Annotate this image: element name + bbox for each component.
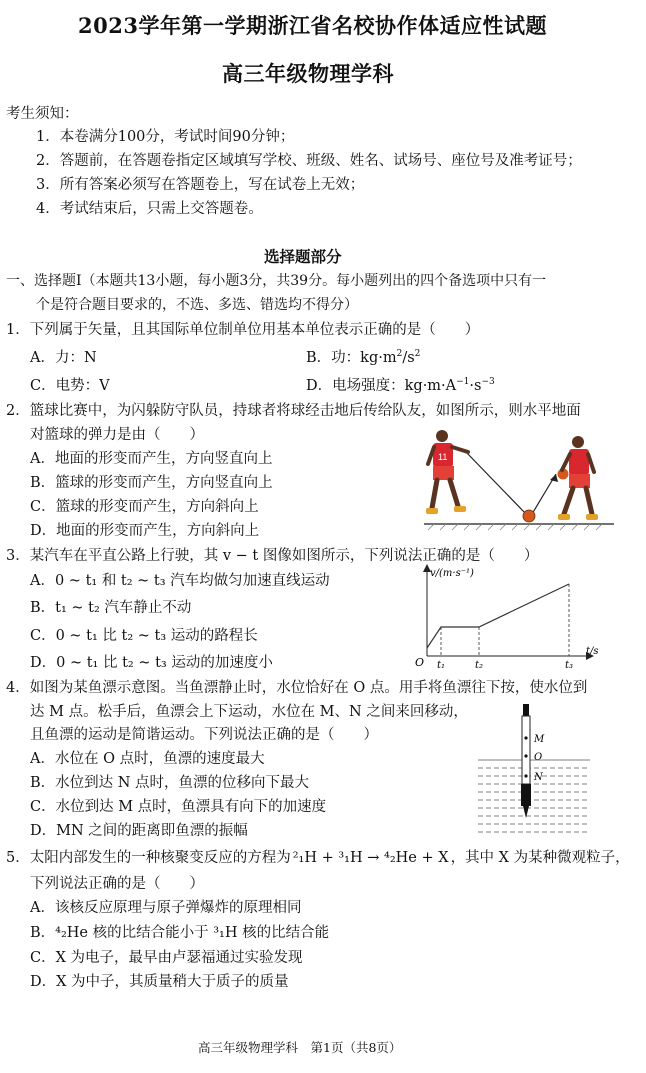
- player-right: [558, 436, 599, 520]
- question-4-stem: 4．如图为某鱼漂示意图。当鱼漂静止时，水位恰好在 O 点。用手将鱼漂往下按，使水位到: [6, 680, 588, 696]
- label-m: M: [534, 734, 545, 745]
- v-axis-label: v/(m·s⁻¹): [430, 568, 474, 579]
- q5-option-b: B．⁴₂He 核的比结合能小于 ³₁H 核的比结合能: [30, 925, 330, 941]
- q5-option-d: D．X 为中子，其质量稍大于质子的质量: [30, 974, 289, 990]
- q3-option-b: B．t₁ ~ t₂ 汽车静止不动: [30, 600, 192, 616]
- origin-label: O: [415, 656, 425, 669]
- q1-option-b: B．功：$kg\cdot m^2/s^2$: [306, 349, 421, 366]
- q1-option-d: D．电场强度：$kg\cdot m\cdot A^{-1}\cdot s^{-3}$: [306, 377, 495, 394]
- question-4-stem: 达 M 点。松手后，鱼漂会上下运动，水位在 M、N 之间来回移动，: [30, 704, 468, 720]
- q3-option-a: A．0 ~ t₁ 和 t₂ ~ t₃ 汽车均做匀加速直线运动: [30, 573, 330, 589]
- basketball-figure: [418, 422, 618, 534]
- float-stem: [522, 716, 530, 784]
- notice-heading: 考生须知：: [6, 106, 79, 122]
- float-body: [521, 784, 531, 806]
- q1-option-a: A．力：N: [30, 350, 97, 366]
- fusion-equation: ²₁H + ³₁H → ⁴₂He + X: [292, 850, 449, 866]
- q3-option-c: C．0 ~ t₁ 比 t₂ ~ t₃ 运动的路程长: [30, 628, 258, 644]
- notice-item: 1．本卷满分100分，考试时间90分钟；: [36, 129, 295, 145]
- q2-option-b: B．篮球的形变而产生，方向竖直向上: [30, 475, 273, 491]
- q2-option-a: A．地面的形变而产生，方向竖直向上: [30, 451, 273, 467]
- notice-item: 4．考试结束后，只需上交答题卷。: [36, 201, 263, 217]
- q4-option-c: C．水位到达 M 点时，鱼漂具有向下的加速度: [30, 799, 327, 815]
- page-title: 2023学年第一学期浙江省名校协作体适应性试题: [78, 13, 547, 38]
- question-5-stem: 下列说法正确的是（ ）: [30, 876, 204, 892]
- question-5-stem: 5．太阳内部发生的一种核聚变反应的方程为 ²₁H + ³₁H → ⁴₂He + X ，其中 X 为某种微观粒子，: [6, 850, 630, 866]
- q1-option-c: C．电势：V: [30, 378, 110, 394]
- section-intro: 一、选择题Ⅰ（本题共13小题，每小题3分，共39分。每小题列出的四个备选项中只有一: [6, 273, 547, 289]
- q3-option-d: D．0 ~ t₁ 比 t₂ ~ t₃ 运动的加速度小: [30, 655, 273, 671]
- question-2-stem: 2．篮球比赛中，为闪躲防守队员，持球者将球经击地后传给队友，如图所示，则水平地面: [6, 403, 581, 419]
- t1-label: t₁: [437, 660, 446, 671]
- q5-option-c: C．X 为电子，最早由卢瑟福通过实验发现: [30, 950, 303, 966]
- fishing-float-figure: [472, 700, 594, 836]
- vt-graph: [410, 560, 610, 672]
- q4-option-a: A．水位在 O 点时，鱼漂的速度最大: [30, 751, 265, 767]
- q4-option-b: B．水位到达 N 点时，鱼漂的位移向下最大: [30, 775, 310, 791]
- label-n: N: [534, 772, 543, 783]
- question-1-stem: 1．下列属于矢量，且其国际单位制单位用基本单位表示正确的是（ ）: [6, 322, 480, 338]
- t2-label: t₂: [475, 660, 484, 671]
- float-top: [523, 704, 529, 716]
- label-o: O: [534, 752, 543, 763]
- notice-item: 2．答题前，在答题卷指定区域填写学校、班级、姓名、试场号、座位号及准考证号；: [36, 153, 582, 169]
- basketball: [523, 510, 535, 522]
- question-3-stem: 3．某汽车在平直公路上行驶，其 v − t 图像如图所示，下列说法正确的是（ ）: [6, 548, 539, 564]
- page-footer: 高三年级物理学科 第1页（共8页）: [198, 1040, 402, 1055]
- section-title: 选择题部分: [264, 247, 342, 266]
- notice-item: 3．所有答案必须写在答题卷上，写在试卷上无效；: [36, 177, 365, 193]
- jersey-number: 11: [438, 452, 448, 462]
- page-subtitle: 高三年级物理学科: [222, 61, 394, 86]
- q2-option-c: C．篮球的形变而产生，方向斜向上: [30, 499, 259, 515]
- question-2-stem: 对篮球的弹力是由（ ）: [30, 427, 204, 443]
- question-4-stem: 且鱼漂的运动是简谐运动。下列说法正确的是（ ）: [30, 727, 378, 743]
- player-left: [426, 430, 468, 514]
- ball-path-down: [466, 452, 526, 514]
- t-axis-label: t/s: [586, 646, 599, 657]
- q2-option-d: D．地面的形变而产生，方向斜向上: [30, 523, 260, 539]
- q4-option-d: D．MN 之间的距离即鱼漂的振幅: [30, 823, 248, 839]
- q5-option-a: A．该核反应原理与原子弹爆炸的原理相同: [30, 900, 302, 916]
- t3-label: t₃: [565, 660, 574, 671]
- vt-curve: [427, 584, 569, 648]
- section-intro: 个是符合题目要求的，不选、多选、错选均不得分）: [36, 297, 358, 313]
